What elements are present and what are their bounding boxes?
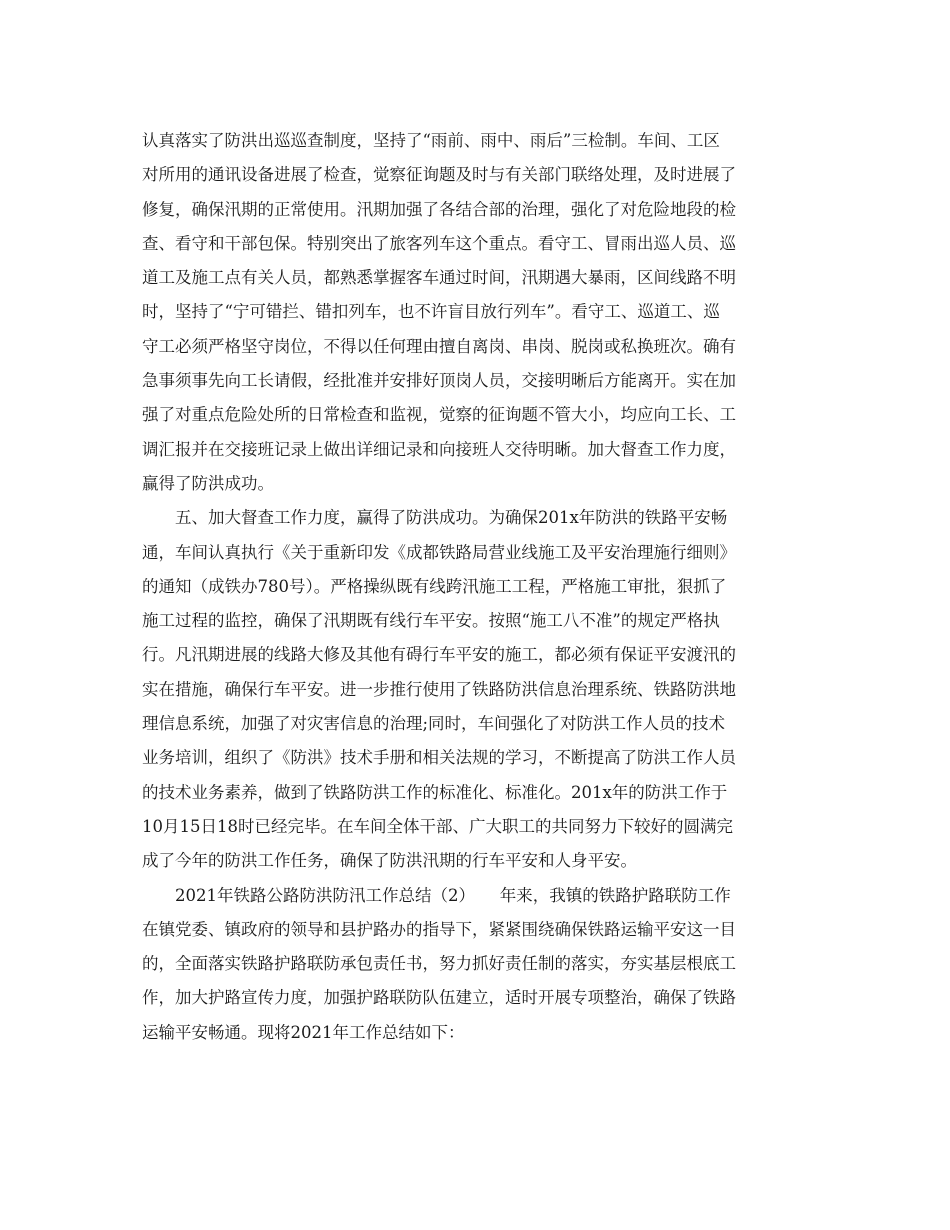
text-line: 对所用的通讯设备进展了检查，觉察征询题及时与有关部门联络处理，及时进展了: [142, 165, 736, 185]
document-body: [142, 124, 812, 1050]
text-line: 成了今年的防洪工作任务，确保了防洪汛期的行车平安和人身平安。: [142, 851, 637, 871]
text-line: 理信息系统，加强了对灾害信息的治理;同时，车间强化了对防洪工作人员的技术: [142, 714, 726, 734]
text-line: 调汇报并在交接班记录上做出详细记录和向接班人交待明晰。加大督查工作力度，: [142, 439, 736, 459]
text-line: 2021年铁路公路防洪防汛工作总结（2） 年来，我镇的铁路护路联防工作: [142, 885, 731, 905]
text-line: 实在措施，确保行车平安。进一步推行使用了铁路防洪信息治理系统、铁路防洪地: [142, 679, 736, 699]
text-line: 强了对重点危险处所的日常检查和监视，觉察的征询题不管大小，均应向工长、工: [142, 405, 736, 425]
text-line: 通，车间认真执行《关于重新印发《成都铁路局营业线施工及平安治理施行细则》: [142, 542, 736, 562]
text-line: 赢得了防洪成功。: [142, 473, 274, 493]
text-line: 运输平安畅通。现将2021年工作总结如下：: [142, 1022, 465, 1042]
text-line: 守工必须严格坚守岗位，不得以任何理由擅自离岗、串岗、脱岗或私换班次。确有: [142, 336, 736, 356]
text-line: 五、加大督查工作力度，赢得了防洪成功。为确保201x年防洪的铁路平安畅: [142, 508, 728, 528]
text-line: 查、看守和干部包保。特别突出了旅客列车这个重点。看守工、冒雨出巡人员、巡: [142, 233, 736, 253]
text-line: 修复，确保汛期的正常使用。汛期加强了各结合部的治理，强化了对危险地段的检: [142, 199, 736, 219]
text-line: 道工及施工点有关人员，都熟悉掌握客车通过时间，汛期遇大暴雨，区间线路不明: [142, 268, 736, 288]
text-line: 认真落实了防洪出巡巡查制度，坚持了“雨前、雨中、雨后”三检制。车间、工区: [142, 131, 720, 150]
text-line: 的，全面落实铁路护路联防承包责任书，努力抓好责任制的落实，夯实基层根底工: [142, 954, 736, 974]
text-line: 急事须事先向工长请假，经批准并安排好顶岗人员，交接明晰后方能离开。实在加: [142, 371, 736, 391]
text-line: 行。凡汛期进展的线路大修及其他有碍行车平安的施工，都必须有保证平安渡汛的: [142, 645, 736, 665]
text-line: 10月15日18时已经完毕。在车间全体干部、广大职工的共同努力下较好的圆满完: [142, 816, 733, 836]
text-line: 施工过程的监控，确保了汛期既有线行车平安。按照“施工八不准”的规定严格执: [142, 611, 720, 631]
text-line: 作，加大护路宣传力度，加强护路联防队伍建立，适时开展专项整治，确保了铁路: [142, 988, 736, 1008]
text-line: 业务培训，组织了《防洪》技术手册和相关法规的学习，不断提高了防洪工作人员: [142, 748, 736, 768]
text-line: 的技术业务素养，做到了铁路防洪工作的标准化、标准化。201x年的防洪工作于: [142, 782, 728, 802]
text-line: 时，坚持了“宁可错拦、错扣列车，也不许盲目放行列车”。看守工、巡道工、巡: [142, 302, 720, 322]
text-line: 在镇党委、镇政府的领导和县护路办的指导下，紧紧围绕确保铁路运输平安这一目: [142, 919, 736, 939]
text-line: 的通知（成铁办780号）。严格操纵既有线跨汛施工工程，严格施工审批，狠抓了: [142, 576, 727, 596]
